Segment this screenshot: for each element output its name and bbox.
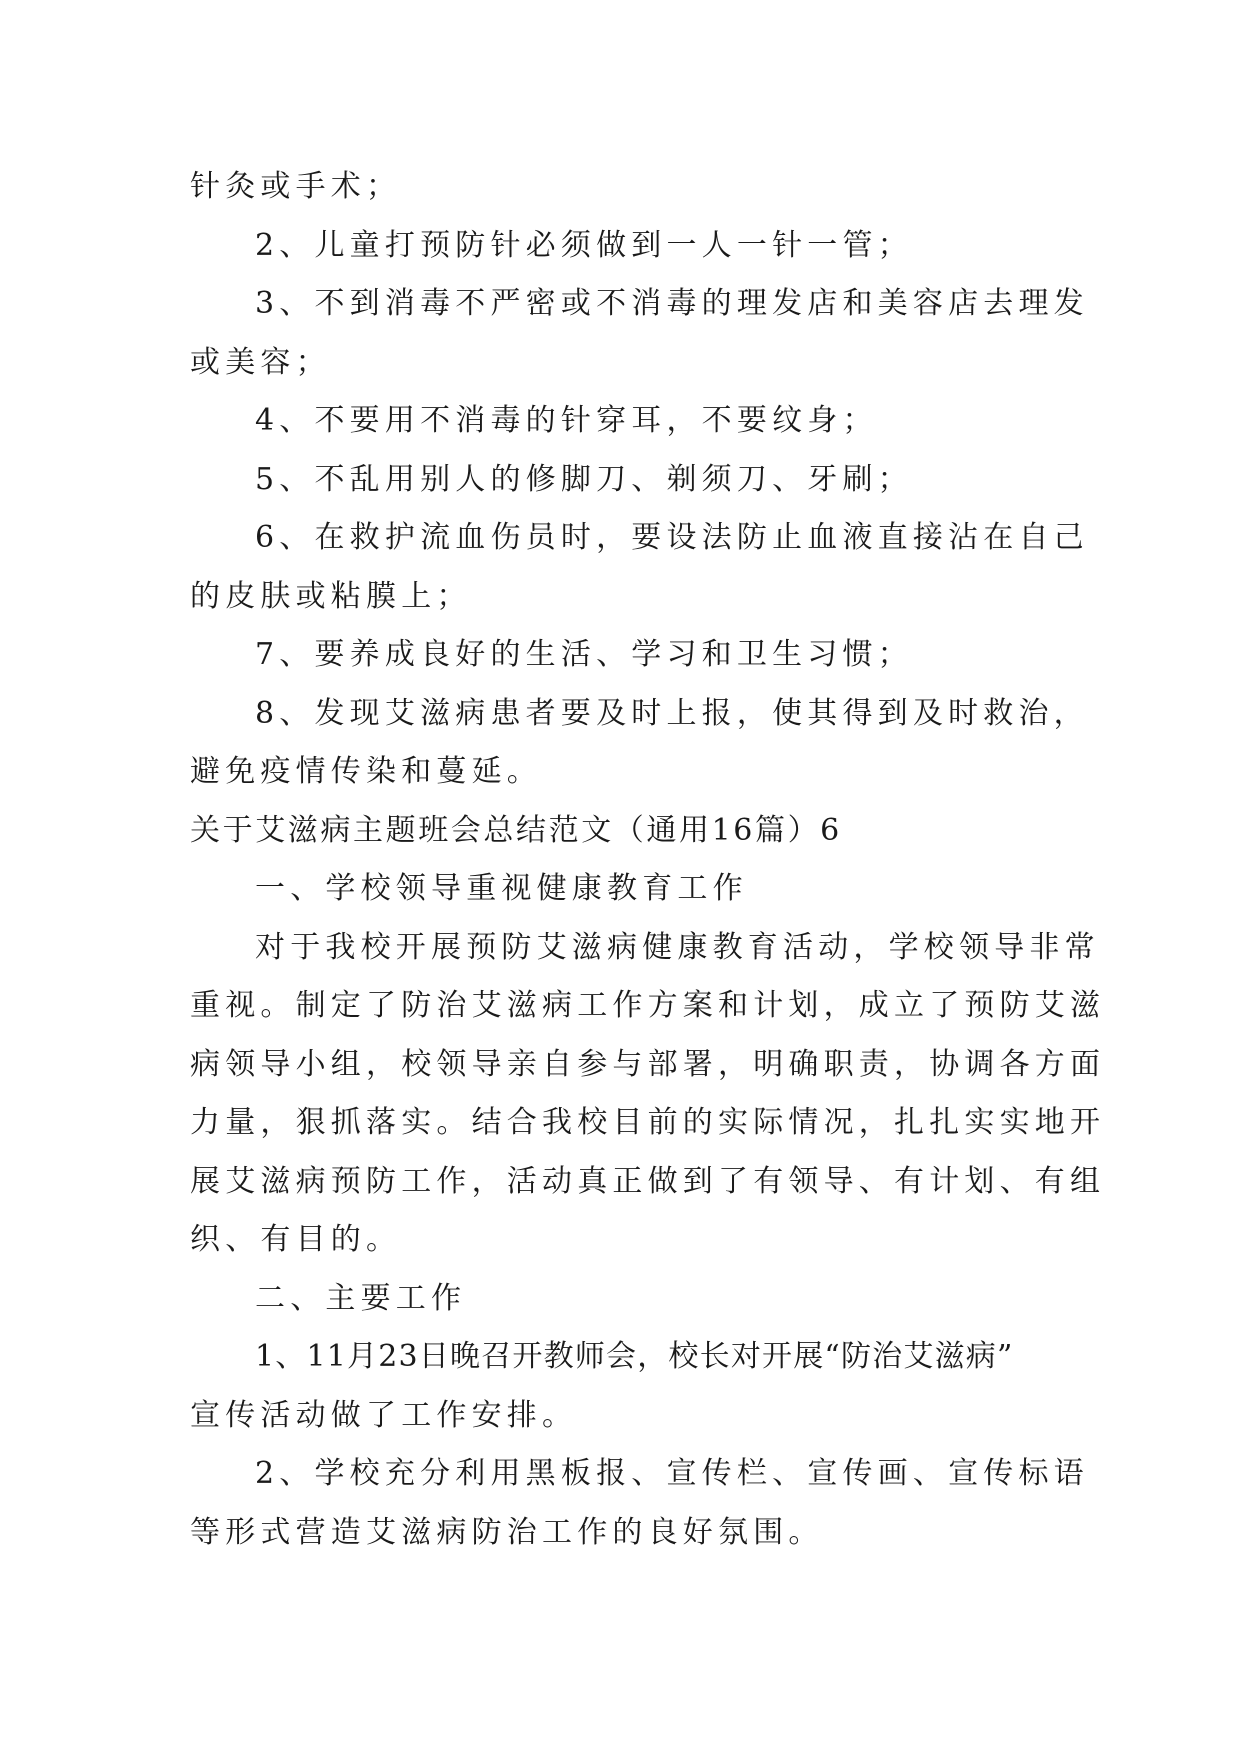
text-line: 等形式营造艾滋病防治工作的良好氛围。: [190, 1514, 824, 1550]
text-line: 针灸或手术；: [190, 169, 402, 204]
section-title: 关于艾滋病主题班会总结范文（通用16篇）6: [190, 812, 842, 848]
list-item: 6、在救护流血伤员时，要设法防止血液直接沾在自己: [255, 520, 1089, 555]
paragraph-line: 展艾滋病预防工作，活动真正做到了有领导、有计划、有组: [190, 1163, 1106, 1199]
section-heading: 二、主要工作: [255, 1280, 467, 1316]
list-item: 5、不乱用别人的修脚刀、剃须刀、牙刷；: [255, 461, 913, 497]
text-line: 宣传活动做了工作安排。: [190, 1397, 578, 1433]
paragraph-line: 病领导小组，校领导亲自参与部署，明确职责，协调各方面: [190, 1046, 1106, 1082]
list-item: 8、发现艾滋病患者要及时上报，使其得到及时救治，: [255, 695, 1089, 731]
text-line: 或美容；: [190, 344, 331, 380]
text-line: 避免疫情传染和蔓延。: [190, 754, 542, 789]
paragraph-line: 重视。制定了防治艾滋病工作方案和计划，成立了预防艾滋: [190, 988, 1106, 1023]
list-item: 2、儿童打预防针必须做到一人一针一管；: [255, 227, 913, 263]
paragraph-line: 织、有目的。: [190, 1222, 402, 1257]
list-item: 1、11月23日晚召开教师会，校长对开展“防治艾滋病”: [255, 1339, 1014, 1374]
section-heading: 一、学校领导重视健康教育工作: [255, 871, 748, 906]
list-item: 7、要养成良好的生活、学习和卫生习惯；: [255, 637, 913, 672]
list-item: 2、学校充分利用黑板报、宣传栏、宣传画、宣传标语: [255, 1456, 1089, 1491]
list-item: 3、不到消毒不严密或不消毒的理发店和美容店去理发: [255, 286, 1089, 321]
text-line: 的皮肤或粘膜上；: [190, 578, 472, 614]
document-body: [190, 158, 1106, 1562]
paragraph-line: 对于我校开展预防艾滋病健康教育活动，学校领导非常: [255, 929, 1100, 965]
list-item: 4、不要用不消毒的针穿耳，不要纹身；: [255, 403, 878, 438]
paragraph-line: 力量，狠抓落实。结合我校目前的实际情况，扎扎实实地开: [190, 1105, 1106, 1140]
